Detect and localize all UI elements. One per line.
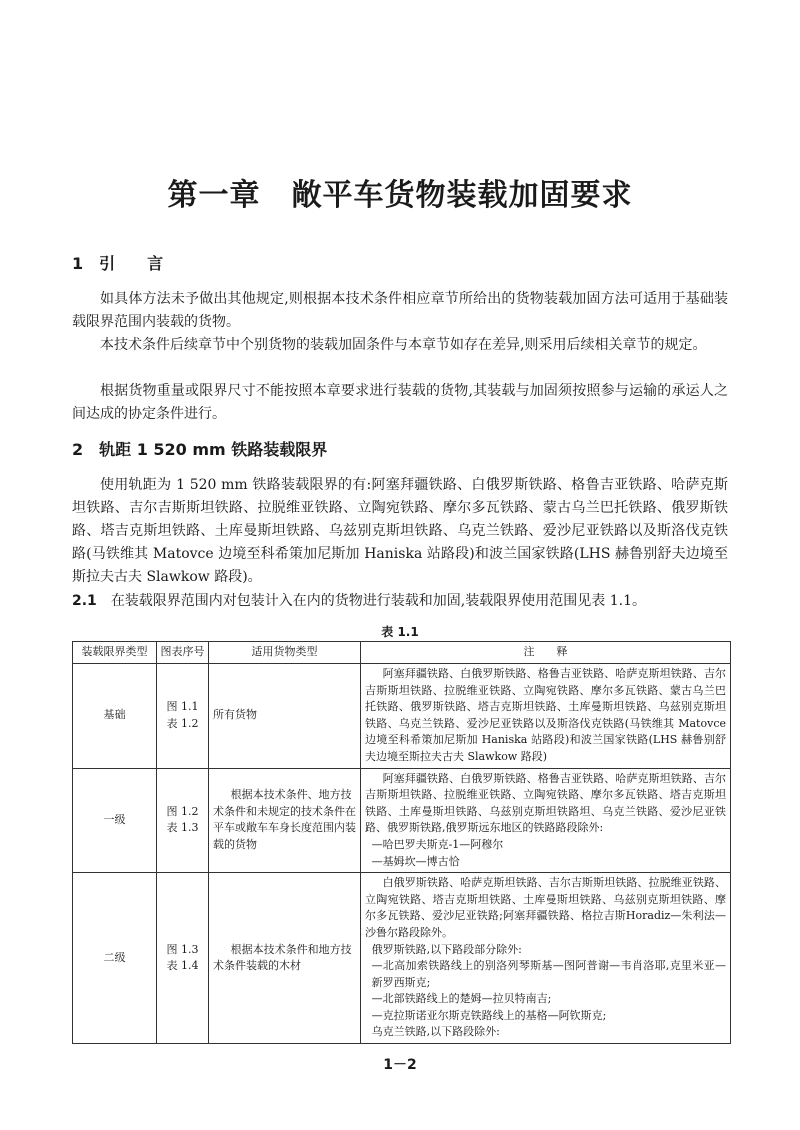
- paragraph: 如具体方法未予做出其他规定,则根据本技术条件相应章节所给出的货物装载加固方法可适用于基础装载限界范围内装载的货物。: [72, 291, 728, 330]
- section-heading-introduction: 1 引 言: [72, 254, 164, 273]
- note-text: —北部铁路线上的楚姆—拉贝特南吉;: [371, 992, 552, 1006]
- subsection-text: 在装载限界范围内对包装计入在内的货物进行装载和加固,装载限界使用范围见表 1.1。: [110, 593, 646, 609]
- figure-ref: 图 1.1: [166, 700, 199, 714]
- goods-type-cell: [209, 873, 361, 1044]
- note-text: 俄罗斯铁路,以下路段部分除外:: [371, 942, 522, 956]
- table-ref: 表 1.3: [166, 821, 199, 835]
- note-text: 阿塞拜疆铁路、白俄罗斯铁路、格鲁吉亚铁路、哈萨克斯坦铁路、吉尔吉斯斯坦铁路、拉脱维亚铁路、立陶宛铁路、摩尔多瓦铁路、塔吉克斯坦铁路、土库曼斯坦铁路、乌兹别克斯坦铁路坦、乌克兰铁路、爱沙尼亚铁路、俄罗斯铁路,俄罗斯远东地区的铁路路段除外:: [365, 771, 726, 835]
- paragraph: 根据货物重量或限界尺寸不能按照本章要求进行装载的货物,其装载与加固须按照参与运输的承运人之间达成的协定条件进行。: [72, 383, 728, 422]
- gauge-type-cell: 二级: [73, 873, 157, 1044]
- table-caption: 表 1.1: [381, 625, 419, 639]
- paragraph: 使用轨距为 1 520 mm 铁路装载限界的有:阿塞拜疆铁路、白俄罗斯铁路、格鲁吉亚铁路、哈萨克斯坦铁路、吉尔吉斯斯坦铁路、拉脱维亚铁路、立陶宛铁路、摩尔多瓦铁路、蒙古乌兰巴托铁路、俄罗斯铁路、塔吉克斯坦铁路、土库曼斯坦铁路、乌兹别克斯坦铁路、乌克兰铁路、爱沙尼亚铁路以及斯洛伐克铁路(马铁维其 Matovce 边境至科希策加尼斯加 Haniska 站路段)和波兰国家铁路(LHS 赫鲁别舒夫边境至斯拉夫古夫 Slawkow 路段)。: [72, 477, 728, 585]
- header-goods-type: 适用货物类型: [209, 642, 361, 664]
- table-row: [73, 664, 731, 769]
- paragraph: 本技术条件后续章节中个别货物的装载加固条件与本章节如存在差异,则采用后续相关章节的规定。: [100, 337, 707, 353]
- goods-type-cell: [209, 768, 361, 873]
- figure-ref: 图 1.2: [166, 804, 199, 818]
- figure-number-cell: [157, 768, 209, 873]
- notes-cell: [361, 768, 731, 873]
- figure-number-cell: [157, 873, 209, 1044]
- gauge-type-cell: 基础: [73, 664, 157, 769]
- note-text: 乌克兰铁路,以下路段除外:: [371, 1025, 500, 1039]
- section-heading-gauge: 2 轨距 1 520 mm 铁路装载限界: [72, 440, 328, 459]
- page-number: 1－2: [383, 1057, 417, 1073]
- notes-cell: [361, 873, 731, 1044]
- note-text: 阿塞拜疆铁路、白俄罗斯铁路、格鲁吉亚铁路、哈萨克斯坦铁路、吉尔吉斯斯坦铁路、拉脱维亚铁路、立陶宛铁路、摩尔多瓦铁路、蒙古乌兰巴托铁路、俄罗斯铁路、塔吉克斯坦铁路、土库曼斯坦铁路、乌兹别克斯坦铁路、乌克兰铁路、爱沙尼亚铁路以及斯洛伐克铁路(马铁维其 Matovce 边境至科希策加尼斯加 Haniska 站路段)和波兰国家铁路(LHS 赫鲁别舒夫边境至斯拉夫古夫 Slawkow 路段): [365, 667, 726, 763]
- note-text: —克拉斯诺亚尔斯克铁路线上的基格—阿钦斯克;: [371, 1008, 607, 1022]
- goods-type-cell: 所有货物: [209, 664, 361, 769]
- figure-ref: 图 1.3: [166, 942, 199, 956]
- note-text: —基姆坎—博古恰: [371, 854, 460, 868]
- chapter-title: 第一章 敞平车货物装载加固要求: [167, 178, 633, 213]
- table-header-row: [73, 642, 731, 664]
- note-text: —北高加索铁路线上的别洛列琴斯基—图阿普谢—韦肖洛耶,克里米亚—新罗西斯克;: [371, 959, 726, 989]
- goods-text: 根据本技术条件和地方技术条件装载的木材: [213, 942, 352, 973]
- loading-gauge-table: [72, 641, 731, 1044]
- table-ref: 表 1.4: [166, 959, 199, 973]
- figure-number-cell: [157, 664, 209, 769]
- table-row: [73, 873, 731, 1044]
- header-figure-number: 图表序号: [157, 642, 209, 664]
- header-gauge-type: 装载限界类型: [73, 642, 157, 664]
- table-ref: 表 1.2: [166, 716, 199, 730]
- note-text: 白俄罗斯铁路、哈萨克斯坦铁路、吉尔吉斯斯坦铁路、拉脱维亚铁路、立陶宛铁路、塔吉克斯坦铁路、土库曼斯坦铁路、乌兹别克斯坦铁路、摩尔多瓦铁路、爱沙尼亚铁路;阿塞拜疆铁路、格拉吉斯Horadiz—朱利法—沙鲁尔路段除外。: [365, 876, 726, 939]
- header-notes: 注 释: [361, 642, 731, 664]
- subsection-number: 2.1: [72, 593, 97, 609]
- gauge-type-cell: 一级: [73, 768, 157, 873]
- goods-text: 根据本技术条件、地方技术条件和未规定的技术条件在平车或敞车车身长度范围内装载的货物: [213, 788, 356, 851]
- note-text: —哈巴罗夫斯克-1—阿穆尔: [371, 837, 504, 851]
- subsection-2-1: [72, 590, 732, 612]
- table-row: [73, 768, 731, 873]
- notes-cell: [361, 664, 731, 769]
